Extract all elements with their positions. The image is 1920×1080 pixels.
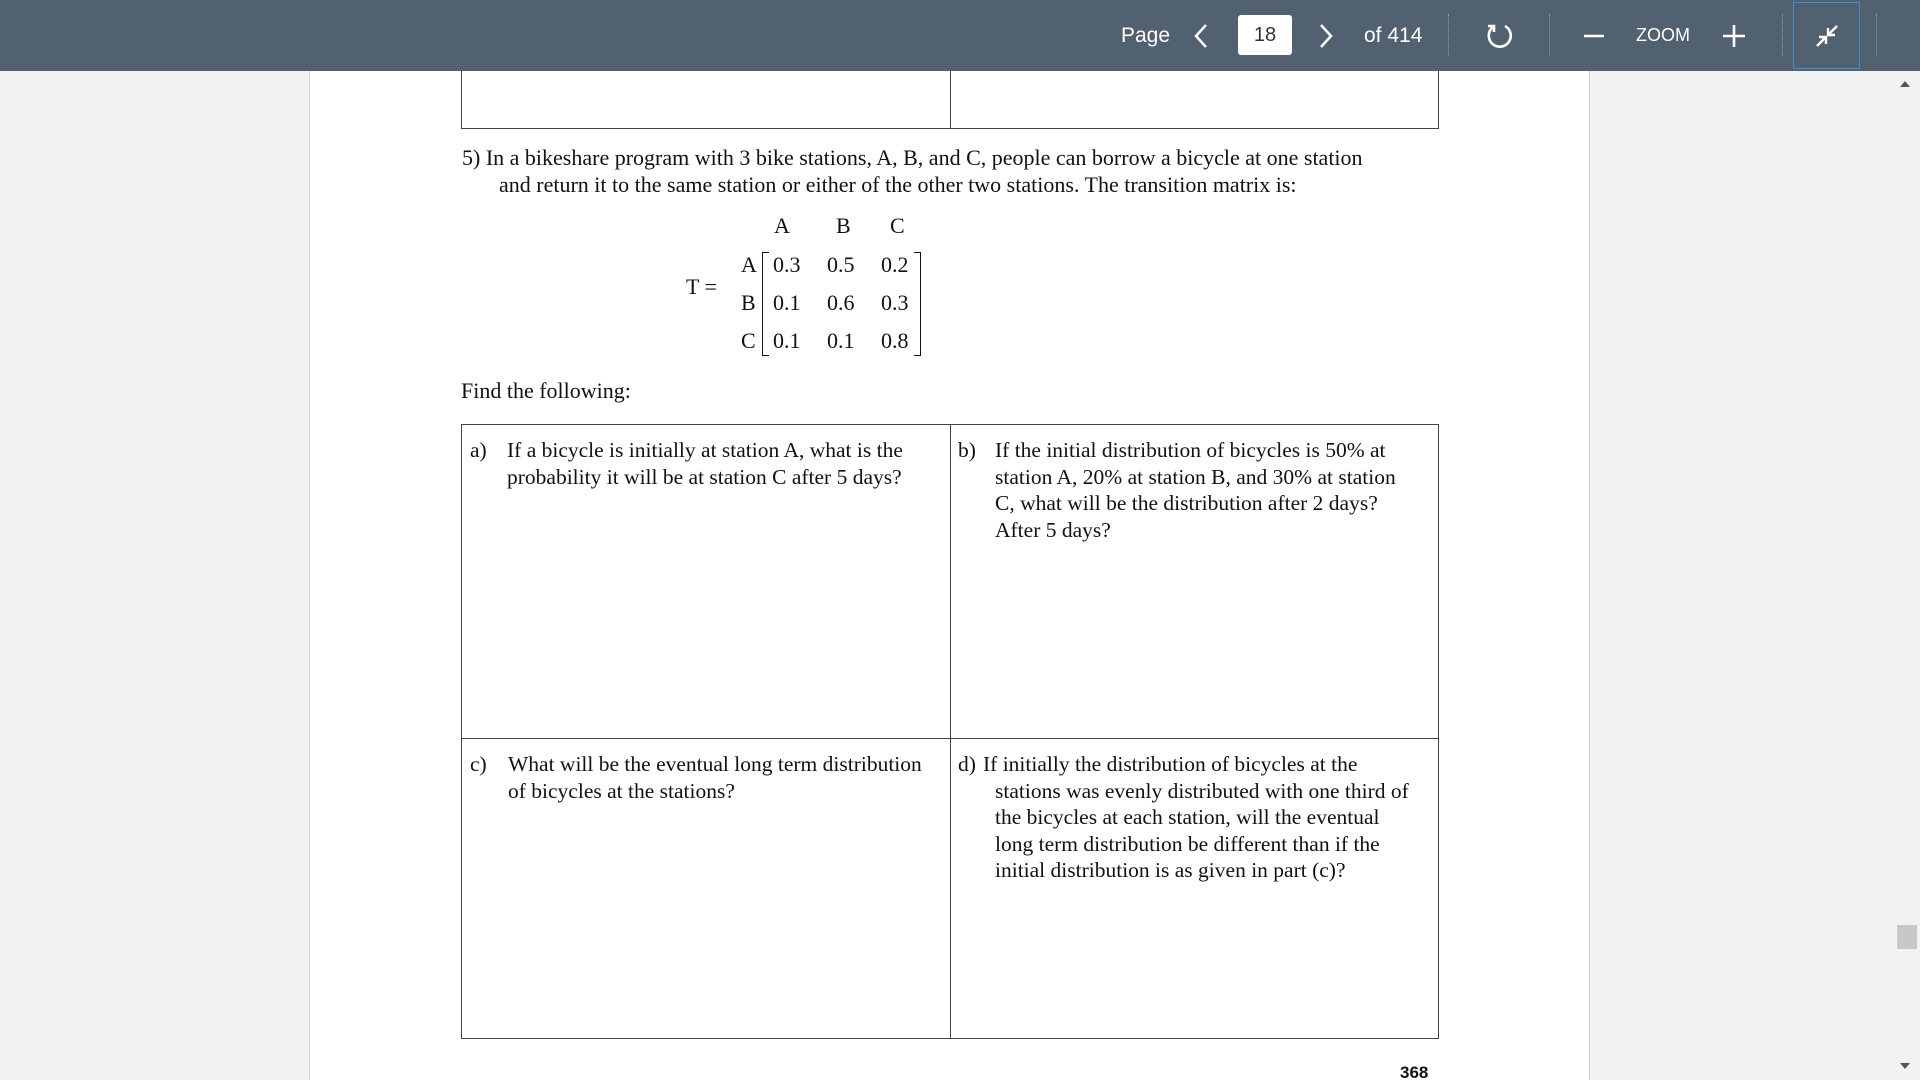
matrix-cell: 0.6 bbox=[827, 290, 855, 315]
part-b bbox=[958, 437, 1438, 557]
matrix-cell: 0.5 bbox=[827, 252, 855, 277]
rotate-icon bbox=[1485, 21, 1515, 51]
part-b-line: If the initial distribution of bicycles is 50% at bbox=[995, 438, 1386, 462]
part-b-line: C, what will be the distribution after 2 days? bbox=[995, 491, 1378, 515]
toolbar-divider bbox=[1549, 14, 1550, 56]
page-number-input[interactable]: 18 bbox=[1238, 15, 1292, 55]
page-label: Page bbox=[1121, 23, 1171, 47]
part-a-line: If a bicycle is initially at station A, what is the bbox=[507, 438, 903, 462]
page-footer-number: 368 bbox=[1400, 1063, 1429, 1080]
part-d-line: long term distribution be different than if the bbox=[995, 831, 1380, 856]
previous-answer-grid bbox=[461, 71, 1439, 129]
part-c-line: of bicycles at the stations? bbox=[508, 778, 735, 803]
scroll-down-arrow-icon[interactable] bbox=[1898, 1060, 1912, 1072]
question-line-2: and return it to the same station or either of the other two stations. The transition matrix is: bbox=[499, 172, 1297, 197]
zoom-label: ZOOM bbox=[1636, 25, 1690, 45]
part-d-line: the bicycles at each station, will the eventual bbox=[995, 805, 1380, 829]
scrollbar-thumb[interactable] bbox=[1897, 925, 1917, 949]
toolbar-divider bbox=[1876, 14, 1877, 56]
matrix-col-label: B bbox=[836, 213, 851, 238]
part-label: a) bbox=[470, 438, 487, 462]
matrix-left-bracket bbox=[762, 252, 769, 356]
matrix-cell: 0.1 bbox=[773, 290, 801, 315]
matrix-row-label: C bbox=[741, 328, 756, 353]
part-b-line: station A, 20% at station B, and 30% at station bbox=[995, 464, 1396, 489]
part-label: b) bbox=[958, 438, 976, 462]
minus-icon bbox=[1583, 25, 1605, 47]
viewer-toolbar bbox=[0, 0, 1920, 71]
part-d-line: initial distribution is as given in part (c)? bbox=[995, 858, 1346, 882]
part-label: d) bbox=[958, 752, 976, 776]
collapse-icon bbox=[1813, 22, 1841, 50]
matrix-col-label: A bbox=[774, 213, 790, 238]
part-a bbox=[470, 437, 948, 547]
matrix-cell: 0.1 bbox=[773, 328, 801, 353]
part-b-line: After 5 days? bbox=[995, 517, 1111, 542]
next-page-button[interactable] bbox=[1313, 0, 1339, 71]
previous-page-button[interactable] bbox=[1188, 0, 1214, 71]
zoom-out-button[interactable] bbox=[1580, 0, 1608, 71]
part-label: c) bbox=[470, 752, 487, 776]
part-d-line: If initially the distribution of bicycles at the bbox=[983, 752, 1358, 776]
part-c-line: What will be the eventual long term distribution bbox=[508, 752, 922, 776]
scroll-up-arrow-icon[interactable] bbox=[1898, 78, 1912, 90]
find-following-label: Find the following: bbox=[461, 378, 631, 403]
part-a-line: probability it will be at station C after 5 days? bbox=[507, 464, 902, 489]
part-d bbox=[958, 751, 1439, 891]
matrix-name: T = bbox=[686, 274, 717, 299]
question-line-1: 5) In a bikeshare program with 3 bike stations, A, B, and C, people can borrow a bicycle at one station bbox=[462, 145, 1363, 170]
matrix-cell: 0.3 bbox=[773, 252, 801, 277]
rotate-button[interactable] bbox=[1480, 0, 1520, 71]
toolbar-divider bbox=[1782, 14, 1783, 56]
matrix-cell: 0.8 bbox=[881, 328, 909, 353]
document-page bbox=[309, 71, 1590, 1080]
matrix-right-bracket bbox=[914, 252, 921, 356]
toolbar-divider bbox=[1448, 14, 1449, 56]
answer-grid bbox=[461, 424, 1439, 1039]
zoom-in-button[interactable] bbox=[1720, 0, 1748, 71]
matrix-row-label: A bbox=[741, 252, 757, 277]
total-pages-label: of 414 bbox=[1364, 23, 1423, 47]
document-viewer[interactable] bbox=[0, 71, 1920, 1080]
plus-icon bbox=[1722, 24, 1746, 48]
chevron-right-icon bbox=[1318, 23, 1334, 49]
matrix-cell: 0.3 bbox=[881, 290, 909, 315]
matrix-row-label: B bbox=[741, 290, 756, 315]
part-c bbox=[470, 751, 958, 831]
matrix-col-label: C bbox=[890, 213, 905, 238]
matrix-cell: 0.1 bbox=[827, 328, 855, 353]
matrix-cell: 0.2 bbox=[881, 252, 909, 277]
chevron-left-icon bbox=[1193, 23, 1209, 49]
part-d-line: stations was evenly distributed with one third of bbox=[995, 778, 1409, 803]
exit-fullscreen-button[interactable] bbox=[1793, 2, 1860, 69]
